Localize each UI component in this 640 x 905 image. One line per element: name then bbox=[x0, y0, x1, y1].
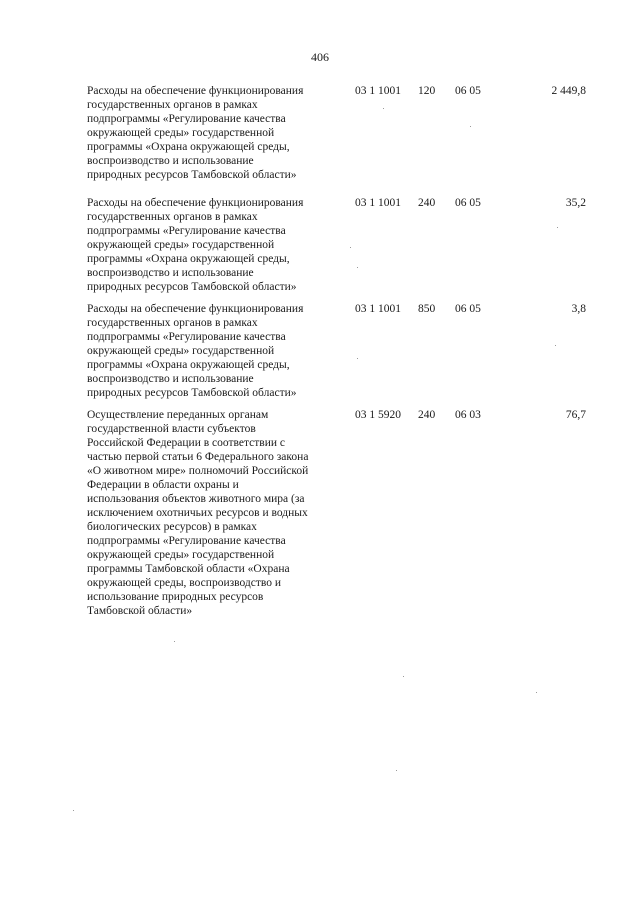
table-row bbox=[87, 84, 587, 196]
scan-speck bbox=[383, 108, 384, 109]
row-section: 06 05 bbox=[455, 85, 481, 97]
row-expense-type: 850 bbox=[418, 303, 436, 315]
scan-speck bbox=[357, 358, 358, 359]
row-description: Расходы на обеспечение функционирования государственных органов в рамках подпрограммы «Регулирование качества окружающей среды» государственной программы «Охрана окружающей среды, воспроизводство и использование природных ресурсов Тамбовской области» bbox=[87, 197, 304, 293]
row-description: Расходы на обеспечение функционирования государственных органов в рамках подпрограммы «Регулирование качества окружающей среды» государственной программы «Охрана окружающей среды, воспроизводство и использование природных ресурсов Тамбовской области» bbox=[87, 85, 304, 181]
row-section: 06 03 bbox=[455, 409, 481, 421]
row-amount: 2 449,8 bbox=[551, 85, 586, 97]
row-target-article: 03 1 5920 bbox=[355, 409, 401, 421]
table-row bbox=[87, 196, 587, 302]
scan-speck bbox=[403, 676, 404, 677]
scan-speck bbox=[396, 770, 397, 771]
row-target-article: 03 1 1001 bbox=[355, 197, 401, 209]
scan-speck bbox=[350, 247, 351, 248]
row-amount: 3,8 bbox=[571, 303, 586, 315]
row-target-article: 03 1 1001 bbox=[355, 85, 401, 97]
row-amount: 76,7 bbox=[565, 409, 586, 421]
row-expense-type: 240 bbox=[418, 409, 436, 421]
scan-speck bbox=[470, 126, 471, 127]
page-number: 406 bbox=[311, 50, 329, 64]
row-target-article: 03 1 1001 bbox=[355, 303, 401, 315]
scan-speck bbox=[536, 692, 537, 693]
scan-speck bbox=[73, 810, 74, 811]
row-description: Расходы на обеспечение функционирования государственных органов в рамках подпрограммы «Регулирование качества окружающей среды» государственной программы «Охрана окружающей среды, воспроизводство и использование природных ресурсов Тамбовской области» bbox=[87, 303, 304, 399]
row-expense-type: 240 bbox=[418, 197, 436, 209]
row-amount: 35,2 bbox=[565, 197, 586, 209]
scan-speck bbox=[357, 267, 358, 268]
budget-table bbox=[87, 84, 587, 628]
table-row bbox=[87, 302, 587, 408]
scan-speck bbox=[174, 641, 175, 642]
row-section: 06 05 bbox=[455, 197, 481, 209]
scan-speck bbox=[555, 345, 556, 346]
row-expense-type: 120 bbox=[418, 85, 436, 97]
row-description: Осуществление переданных органам государственной власти субъектов Российской Федерации в соответствии с частью первой статьи 6 Федерального закона «О животном мире» полномочий Российской Федерации в области охраны и использования объектов животного мира (за исключением охотничьих ресурсов и водных биологических ресурсов) в рамках подпрограммы «Регулирование качества окружающей среды» государственной программы Тамбовской области «Охрана окружающей среды, воспроизводство и использование природных ресурсов Тамбовской области» bbox=[87, 409, 309, 617]
row-section: 06 05 bbox=[455, 303, 481, 315]
scan-speck bbox=[557, 227, 558, 228]
table-row bbox=[87, 408, 587, 628]
